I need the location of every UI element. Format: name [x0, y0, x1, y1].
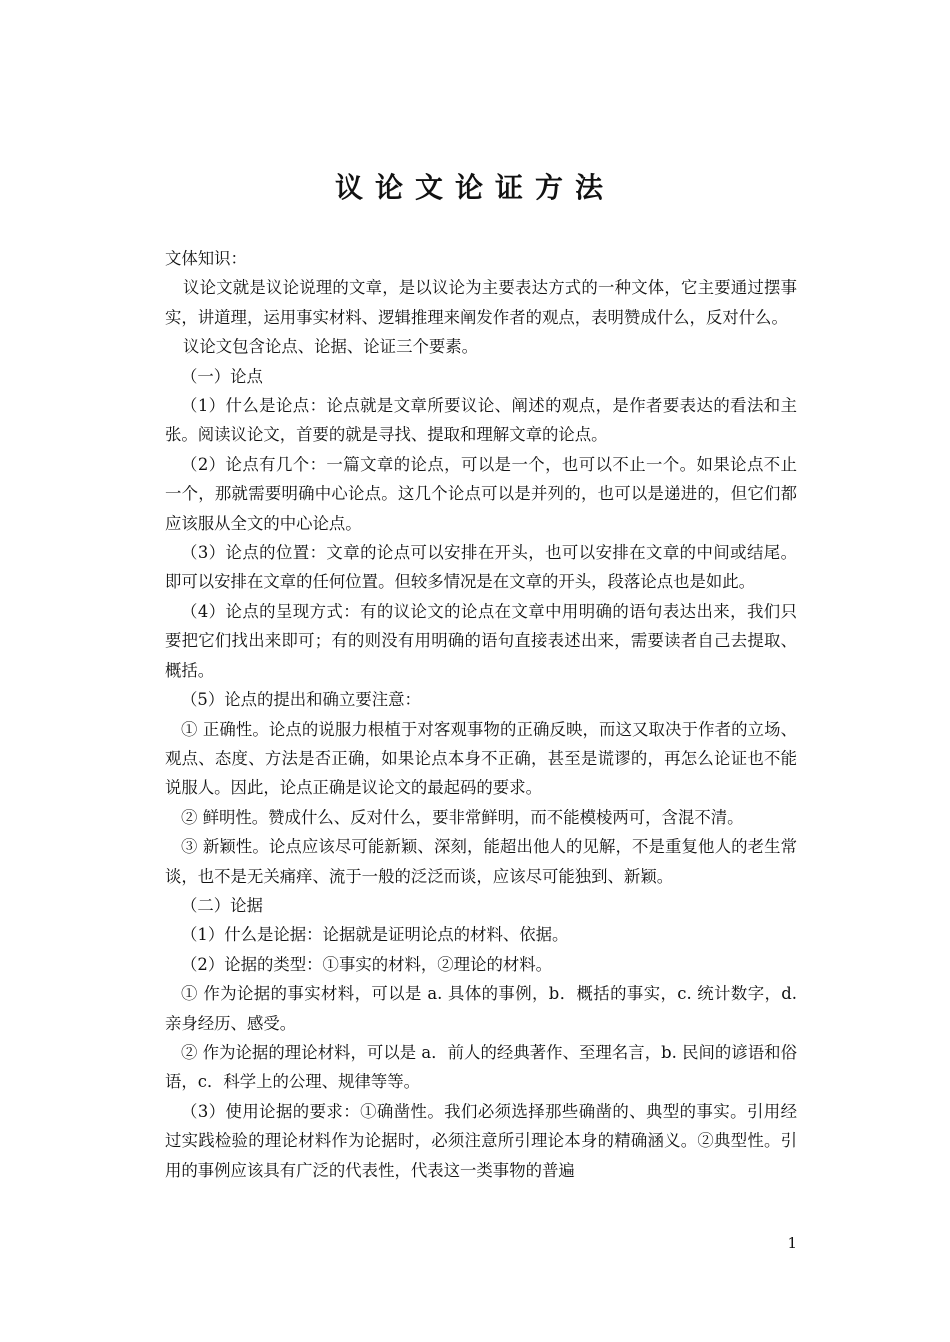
paragraph: （2）论据的类型：①事实的材料，②理论的材料。: [181, 954, 553, 974]
section-heading: （二）论据: [181, 895, 263, 915]
paragraph: ③ 新颖性。论点应该尽可能新颖、深刻，能超出他人的见解，不是重复他人的老生常谈，也不是无关痛痒、流于一般的泛泛而谈，应该尽可能独到、新颖。: [165, 837, 797, 886]
paragraph: （1）什么是论据：论据就是证明论点的材料、依据。: [181, 925, 569, 945]
page-number: 1: [787, 1234, 797, 1252]
document-title: 议论文论证方法: [334, 171, 615, 204]
paragraph: （3）论点的位置：文章的论点可以安排在开头，也可以安排在文章的中间或结尾。即可以安排在文章的任何位置。但较多情况是在文章的开头，段落论点也是如此。: [165, 543, 797, 592]
paragraph: 议论文包含论点、论据、论证三个要素。: [183, 337, 479, 357]
paragraph: （1）什么是论点：论点就是文章所要议论、阐述的观点，是作者要表达的看法和主张。阅读议论文，首要的就是寻找、提取和理解文章的论点。: [165, 396, 797, 445]
paragraph: （5）论点的提出和确立要注意：: [181, 690, 421, 710]
section-label: 文体知识：: [165, 249, 247, 268]
section-heading: （一）论点: [181, 366, 263, 386]
paragraph: （2）论点有几个：一篇文章的论点，可以是一个，也可以不止一个。如果论点不止一个，那就需要明确中心论点。这几个论点可以是并列的，也可以是递进的，但它们都应该服从全文的中心论点。: [165, 454, 797, 533]
paragraph: （3）使用论据的要求：①确凿性。我们必须选择那些确凿的、典型的事实。引用经过实践检验的理论材料作为论据时，必须注意所引理论本身的精确涵义。②典型性。引用的事例应该具有广泛的代表性，代表这一类事物的普遍: [165, 1101, 797, 1180]
paragraph: ② 作为论据的理论材料，可以是 a．前人的经典著作、至理名言，b. 民间的谚语和俗语，c．科学上的公理、规律等等。: [165, 1042, 797, 1092]
paragraph: 议论文就是议论说理的文章，是以议论为主要表达方式的一种文体，它主要通过摆事实，讲道理，运用事实材料、逻辑推理来阐发作者的观点，表明赞成什么，反对什么。: [165, 278, 797, 327]
paragraph: ② 鲜明性。赞成什么、反对什么，要非常鲜明，而不能模棱两可，含混不清。: [181, 807, 744, 827]
paragraph: （4）论点的呈现方式：有的议论文的论点在文章中用明确的语句表达出来，我们只要把它们找出来即可；有的则没有用明确的语句直接表述出来，需要读者自己去提取、概括。: [165, 601, 797, 680]
paragraph: ① 正确性。论点的说服力根植于对客观事物的正确反映，而这又取决于作者的立场、观点、态度、方法是否正确，如果论点本身不正确，甚至是谎谬的，再怎么论证也不能说服人。因此，论点正确是议论文的最起码的要求。: [165, 719, 797, 798]
paragraph: ① 作为论据的事实材料，可以是 a. 具体的事例，b．概括的事实，c. 统计数字，d. 亲身经历、感受。: [165, 984, 797, 1033]
document-body: [165, 244, 797, 1185]
